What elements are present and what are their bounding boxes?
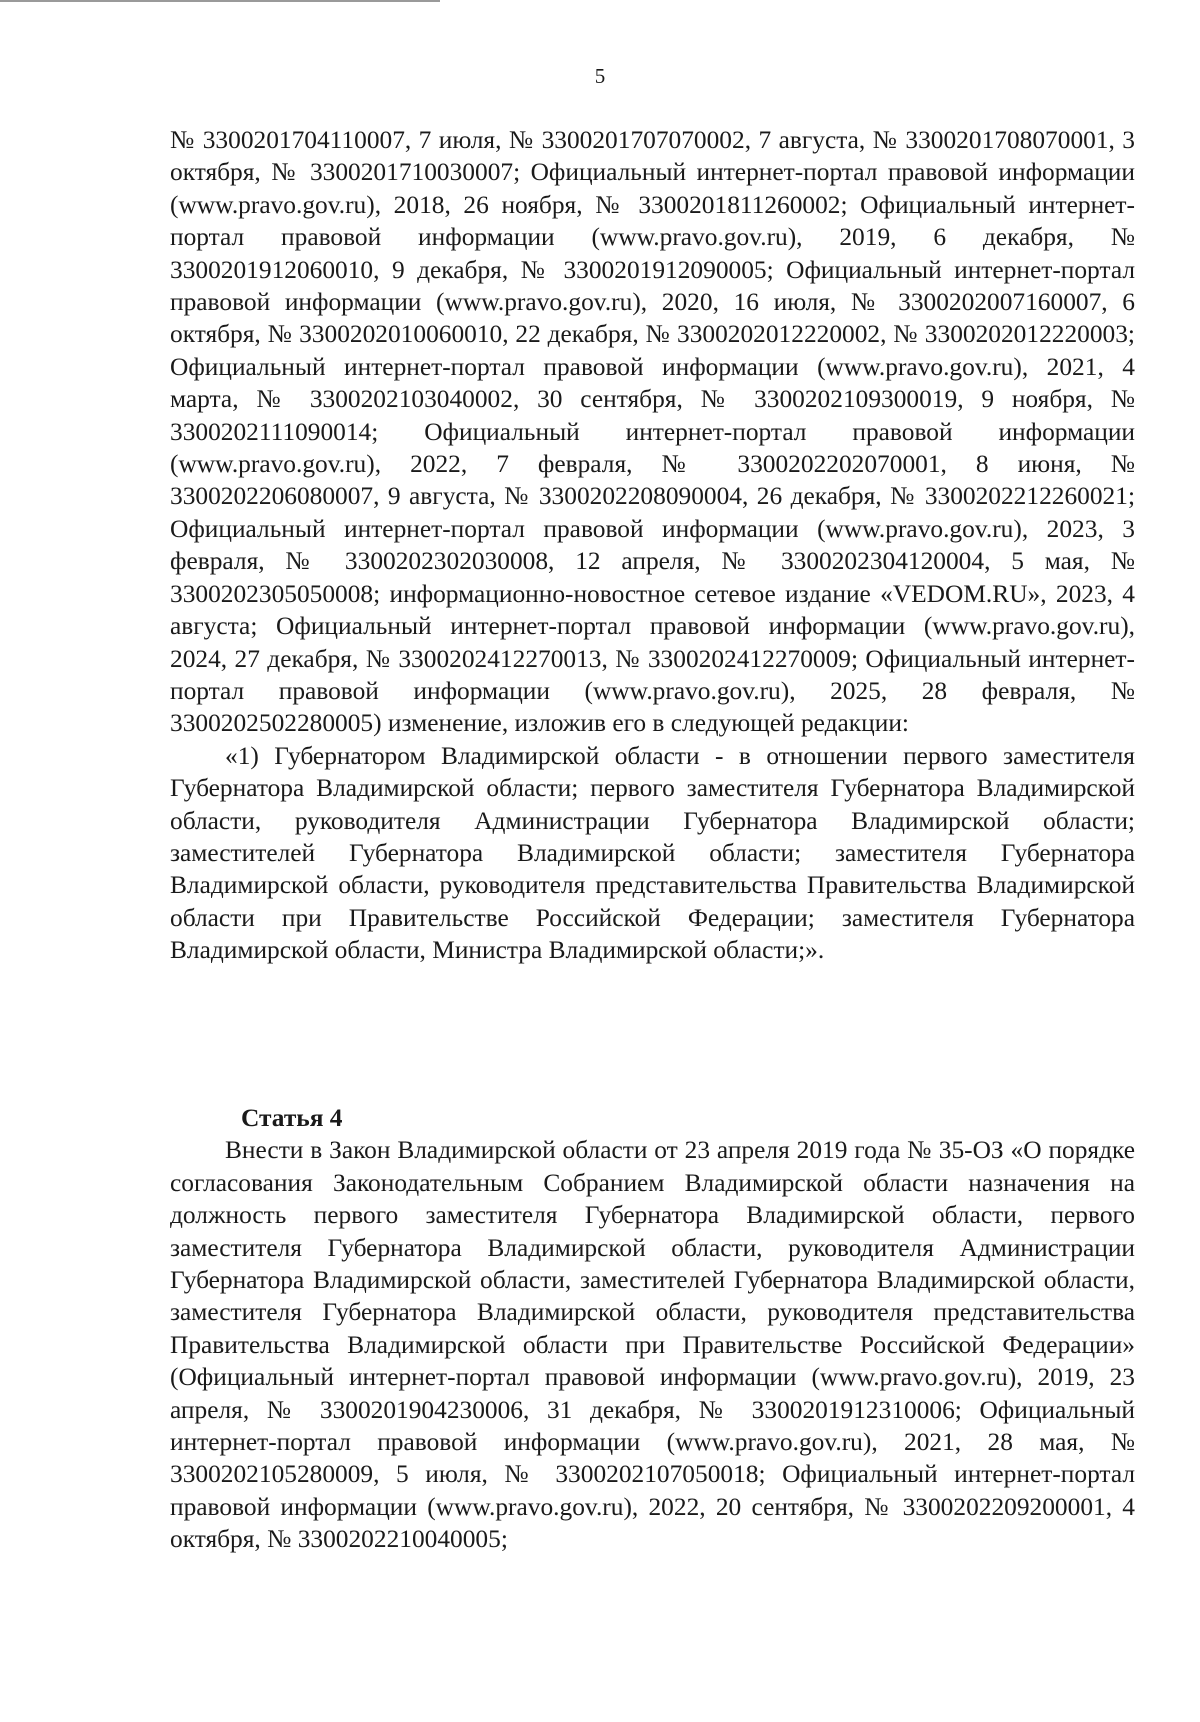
document-body-upper [170,124,1135,967]
article-body-paragraph: Внести в Закон Владимирской области от 23 апреля 2019 года № 35-ОЗ «О порядке согласования Законодательным Собранием Владимирской области назначения на должность первого заместителя Губернатора Владимирской области, первого заместителя Губернатора Владимирской области, руководителя Администрации Губернатора Владимирской области, заместителей Губернатора Владимирской области, заместителя Губернатора Владимирской области, руководителя представительства Правительства Владимирской области при Правительстве Российской Федерации» (Официальный интернет-портал правовой информации (www.pravo.gov.ru), 2019, 23 апреля, № 3300201904230006, 31 декабря, № 3300201912310006; Официальный интернет-портал правовой информации (www.pravo.gov.ru), 2021, 28 мая, № 3300202105280009, 5 июля, № 3300202107050018; Официальный интернет-портал правовой информации (www.pravo.gov.ru), 2022, 20 сентября, № 3300202209200001, 4 октября, № 3300202210040005; [170,1136,1135,1554]
scan-edge-line [0,0,440,2]
quoted-clause-paragraph: «1) Губернатором Владимирской области - в отношении первого заместителя Губернатора Владимирской области; первого заместителя Губернатора Владимирской области, руководителя Администрации Губернатора Владимирской области; заместителей Губернатора Владимирской области; заместителя Губернатора Владимирской области, руководителя представительства Правительства Владимирской области при Правительстве Российской Федерации; заместителя Губернатора Владимирской области, Министра Владимирской области;». [170,741,1135,965]
continuation-paragraph: № 3300201704110007, 7 июля, № 3300201707070002, 7 августа, № 3300201708070001, 3 октября, № 3300201710030007; Официальный интернет-портал правовой информации (www.pravo.gov.ru), 2018, 26 ноября, № 3300201811260002; Официальный интернет-портал правовой информации (www.pravo.gov.ru), 2019, 6 декабря, № 3300201912060010, 9 декабря, № 3300201912090005; Официальный интернет-портал правовой информации (www.pravo.gov.ru), 2020, 16 июля, № 3300202007160007, 6 октября, № 3300202010060010, 22 декабря, № 3300202012220002, № 3300202012220003; Официальный интернет-портал правовой информации (www.pravo.gov.ru), 2021, 4 марта, № 3300202103040002, 30 сентября, № 3300202109300019, 9 ноября, № 3300202111090014; Официальный интернет-портал правовой информации (www.pravo.gov.ru), 2022, 7 февраля, № 3300202202070001, 8 июня, № 3300202206080007, 9 августа, № 3300202208090004, 26 декабря, № 3300202212260021; Официальный интернет-портал правовой информации (www.pravo.gov.ru), 2023, 3 февраля, № 3300202302030008, 12 апреля, № 3300202304120004, 5 мая, № 3300202305050008; информационно-новостное сетевое издание «VEDOM.RU», 2023, 4 августа; Официальный интернет-портал правовой информации (www.pravo.gov.ru), 2024, 27 декабря, № 3300202412270013, № 3300202412270009; Официальный интернет-портал правовой информации (www.pravo.gov.ru), 2025, 28 февраля, № 3300202502280005) изменение, изложив его в следующей редакции: [170,126,1135,738]
article-heading: Статья 4 [241,1104,343,1132]
page-number: 5 [594,64,606,88]
article-section [170,1102,1135,1556]
